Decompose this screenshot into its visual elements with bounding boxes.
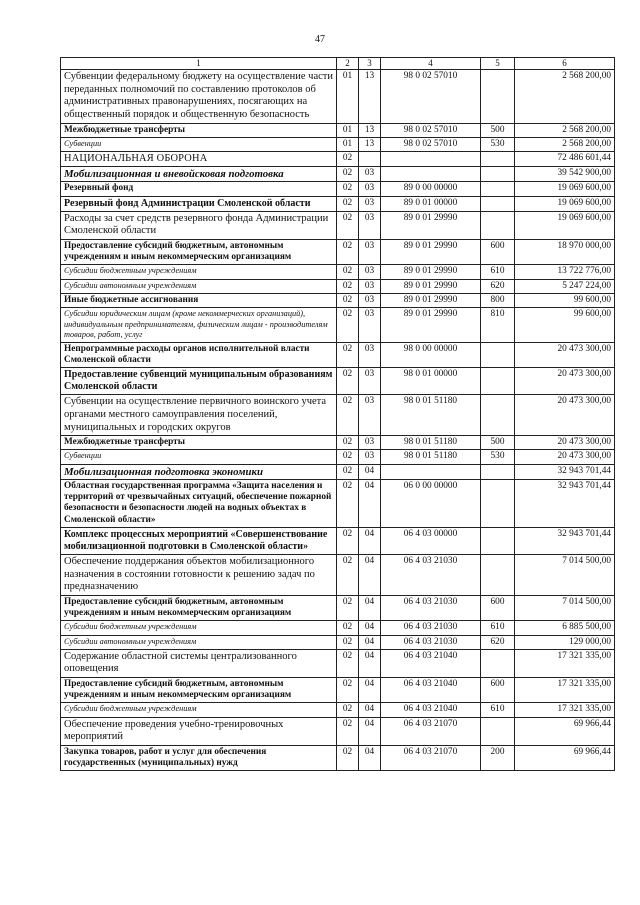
- table-row: [61, 279, 615, 293]
- expense-type-cell: [481, 70, 515, 123]
- expense-type-cell: 620: [481, 635, 515, 649]
- amount-cell: 20 473 300,00: [515, 395, 615, 436]
- target-article-cell: 89 0 01 29990: [381, 308, 481, 343]
- table-row: [61, 265, 615, 279]
- row-name-cell: Резервный фонд Администрации Смоленской области: [61, 196, 337, 211]
- expense-type-cell: [481, 555, 515, 596]
- column-header: 2: [337, 58, 359, 70]
- target-article-cell: 89 0 01 00000: [381, 196, 481, 211]
- expense-type-cell: [481, 166, 515, 181]
- subsection-code-cell: 04: [359, 677, 381, 702]
- table-row: [61, 166, 615, 181]
- amount-cell: 32 943 701,44: [515, 464, 615, 479]
- amount-cell: 32 943 701,44: [515, 527, 615, 554]
- subsection-code-cell: 04: [359, 479, 381, 527]
- row-name-cell: Закупка товаров, работ и услуг для обеспечения государственных (муниципальных) нужд: [61, 745, 337, 770]
- amount-cell: 17 321 335,00: [515, 703, 615, 717]
- table-row: [61, 137, 615, 151]
- table-row: [61, 123, 615, 137]
- subsection-code-cell: 04: [359, 621, 381, 635]
- section-code-cell: 01: [337, 123, 359, 137]
- target-article-cell: 06 4 03 21030: [381, 595, 481, 620]
- expense-type-cell: [481, 151, 515, 166]
- table-row: [61, 464, 615, 479]
- section-code-cell: 02: [337, 677, 359, 702]
- target-article-cell: [381, 151, 481, 166]
- expense-type-cell: 530: [481, 137, 515, 151]
- column-header: 5: [481, 58, 515, 70]
- amount-cell: 20 473 300,00: [515, 450, 615, 464]
- row-name-cell: Субвенции на осуществление первичного воинского учета органами местного самоуправления поселений, муниципальных и городских округов: [61, 395, 337, 436]
- table-row: [61, 450, 615, 464]
- budget-table: [60, 57, 615, 771]
- subsection-code-cell: 03: [359, 395, 381, 436]
- table-row: [61, 70, 615, 123]
- section-code-cell: 02: [337, 527, 359, 554]
- expense-type-cell: 610: [481, 621, 515, 635]
- expense-type-cell: 610: [481, 265, 515, 279]
- expense-type-cell: 530: [481, 450, 515, 464]
- subsection-code-cell: 03: [359, 196, 381, 211]
- subsection-code-cell: 03: [359, 182, 381, 196]
- expense-type-cell: [481, 367, 515, 394]
- target-article-cell: 98 0 02 57010: [381, 70, 481, 123]
- amount-cell: 99 600,00: [515, 293, 615, 307]
- section-code-cell: 02: [337, 595, 359, 620]
- expense-type-cell: 600: [481, 677, 515, 702]
- target-article-cell: 98 0 02 57010: [381, 123, 481, 137]
- section-code-cell: 02: [337, 279, 359, 293]
- table-row: [61, 436, 615, 450]
- subsection-code-cell: 13: [359, 137, 381, 151]
- row-name-cell: Обеспечение проведения учебно-тренировочных мероприятий: [61, 717, 337, 745]
- section-code-cell: 02: [337, 196, 359, 211]
- target-article-cell: 98 0 01 00000: [381, 367, 481, 394]
- expense-type-cell: 810: [481, 308, 515, 343]
- table-header-row: [61, 58, 615, 70]
- row-name-cell: Комплекс процессных мероприятий «Совершенствование мобилизационной подготовки в Смоленской области»: [61, 527, 337, 554]
- table-row: [61, 308, 615, 343]
- section-code-cell: 02: [337, 293, 359, 307]
- row-name-cell: Субсидии автономным учреждениям: [61, 279, 337, 293]
- row-name-cell: Непрограммные расходы органов исполнительной власти Смоленской области: [61, 342, 337, 367]
- amount-cell: 2 568 200,00: [515, 70, 615, 123]
- row-name-cell: Иные бюджетные ассигнования: [61, 293, 337, 307]
- amount-cell: 6 885 500,00: [515, 621, 615, 635]
- row-name-cell: Субсидии бюджетным учреждениям: [61, 621, 337, 635]
- section-code-cell: 02: [337, 450, 359, 464]
- amount-cell: 19 069 600,00: [515, 211, 615, 239]
- amount-cell: 20 473 300,00: [515, 367, 615, 394]
- row-name-cell: Предоставление субсидий бюджетным, автономным учреждениям и иным некоммерческим организациям: [61, 595, 337, 620]
- section-code-cell: 02: [337, 265, 359, 279]
- section-code-cell: 02: [337, 717, 359, 745]
- subsection-code-cell: 03: [359, 450, 381, 464]
- amount-cell: 7 014 500,00: [515, 595, 615, 620]
- target-article-cell: 06 4 03 21070: [381, 745, 481, 770]
- amount-cell: 17 321 335,00: [515, 649, 615, 677]
- column-header: 3: [359, 58, 381, 70]
- section-code-cell: 02: [337, 182, 359, 196]
- target-article-cell: 06 4 03 21040: [381, 703, 481, 717]
- expense-type-cell: [481, 649, 515, 677]
- target-article-cell: 98 0 01 51180: [381, 436, 481, 450]
- table-row: [61, 635, 615, 649]
- amount-cell: 69 966,44: [515, 745, 615, 770]
- subsection-code-cell: 03: [359, 211, 381, 239]
- subsection-code-cell: 03: [359, 239, 381, 264]
- amount-cell: 2 568 200,00: [515, 123, 615, 137]
- row-name-cell: Межбюджетные трансферты: [61, 123, 337, 137]
- row-name-cell: Содержание областной системы централизованного оповещения: [61, 649, 337, 677]
- table-row: [61, 621, 615, 635]
- amount-cell: 7 014 500,00: [515, 555, 615, 596]
- expense-type-cell: [481, 211, 515, 239]
- table-row: [61, 717, 615, 745]
- amount-cell: 17 321 335,00: [515, 677, 615, 702]
- page-number: 47: [315, 34, 325, 45]
- row-name-cell: Субвенции: [61, 137, 337, 151]
- section-code-cell: 02: [337, 367, 359, 394]
- subsection-code-cell: 03: [359, 166, 381, 181]
- section-code-cell: 02: [337, 239, 359, 264]
- amount-cell: 19 069 600,00: [515, 196, 615, 211]
- row-name-cell: Мобилизационная и вневойсковая подготовка: [61, 166, 337, 181]
- subsection-code-cell: 03: [359, 436, 381, 450]
- amount-cell: 99 600,00: [515, 308, 615, 343]
- expense-type-cell: 800: [481, 293, 515, 307]
- row-name-cell: Предоставление субвенций муниципальным образованиям Смоленской области: [61, 367, 337, 394]
- table-row: [61, 151, 615, 166]
- subsection-code-cell: 03: [359, 367, 381, 394]
- expense-type-cell: [481, 717, 515, 745]
- section-code-cell: 02: [337, 166, 359, 181]
- subsection-code-cell: 03: [359, 265, 381, 279]
- target-article-cell: 06 4 03 21030: [381, 621, 481, 635]
- expense-type-cell: [481, 464, 515, 479]
- section-code-cell: 02: [337, 745, 359, 770]
- subsection-code-cell: 04: [359, 527, 381, 554]
- amount-cell: 32 943 701,44: [515, 479, 615, 527]
- expense-type-cell: 610: [481, 703, 515, 717]
- section-code-cell: 02: [337, 436, 359, 450]
- expense-type-cell: [481, 479, 515, 527]
- section-code-cell: 02: [337, 464, 359, 479]
- row-name-cell: Расходы за счет средств резервного фонда Администрации Смоленской области: [61, 211, 337, 239]
- table-row: [61, 555, 615, 596]
- expense-type-cell: [481, 395, 515, 436]
- subsection-code-cell: 03: [359, 279, 381, 293]
- subsection-code-cell: [359, 151, 381, 166]
- table-row: [61, 745, 615, 770]
- target-article-cell: 89 0 01 29990: [381, 239, 481, 264]
- table-row: [61, 293, 615, 307]
- target-article-cell: 89 0 00 00000: [381, 182, 481, 196]
- row-name-cell: НАЦИОНАЛЬНАЯ ОБОРОНА: [61, 151, 337, 166]
- subsection-code-cell: 03: [359, 308, 381, 343]
- expense-type-cell: 500: [481, 123, 515, 137]
- table-body: [61, 70, 615, 771]
- section-code-cell: 02: [337, 703, 359, 717]
- subsection-code-cell: 04: [359, 745, 381, 770]
- target-article-cell: [381, 464, 481, 479]
- section-code-cell: 02: [337, 649, 359, 677]
- row-name-cell: Областная государственная программа «Защита населения и территорий от чрезвычайных ситуаций, обеспечение пожарной безопасности и безопасности людей на водных объектах в Смоленской области»: [61, 479, 337, 527]
- amount-cell: 18 970 000,00: [515, 239, 615, 264]
- row-name-cell: Субсидии автономным учреждениям: [61, 635, 337, 649]
- expense-type-cell: [481, 182, 515, 196]
- row-name-cell: Субсидии бюджетным учреждениям: [61, 703, 337, 717]
- subsection-code-cell: 04: [359, 555, 381, 596]
- column-header: 4: [381, 58, 481, 70]
- target-article-cell: 06 4 03 00000: [381, 527, 481, 554]
- target-article-cell: 06 4 03 21040: [381, 677, 481, 702]
- target-article-cell: 89 0 01 29990: [381, 265, 481, 279]
- target-article-cell: 98 0 01 51180: [381, 395, 481, 436]
- table-row: [61, 342, 615, 367]
- section-code-cell: 02: [337, 211, 359, 239]
- target-article-cell: 06 4 03 21030: [381, 555, 481, 596]
- row-name-cell: Межбюджетные трансферты: [61, 436, 337, 450]
- row-name-cell: Субсидии юридическим лицам (кроме некоммерческих организаций), индивидуальным предпринимателям, физическим лицам - производителям товаров, работ, услуг: [61, 308, 337, 343]
- subsection-code-cell: 03: [359, 342, 381, 367]
- row-name-cell: Предоставление субсидий бюджетным, автономным учреждениям и иным некоммерческим организациям: [61, 677, 337, 702]
- amount-cell: 39 542 900,00: [515, 166, 615, 181]
- expense-type-cell: 200: [481, 745, 515, 770]
- section-code-cell: 02: [337, 395, 359, 436]
- target-article-cell: 98 0 00 00000: [381, 342, 481, 367]
- expense-type-cell: 500: [481, 436, 515, 450]
- amount-cell: 19 069 600,00: [515, 182, 615, 196]
- amount-cell: 72 486 601,44: [515, 151, 615, 166]
- target-article-cell: 06 4 03 21070: [381, 717, 481, 745]
- row-name-cell: Мобилизационная подготовка экономики: [61, 464, 337, 479]
- expense-type-cell: [481, 196, 515, 211]
- target-article-cell: 06 4 03 21040: [381, 649, 481, 677]
- table-row: [61, 649, 615, 677]
- amount-cell: 13 722 776,00: [515, 265, 615, 279]
- table-row: [61, 196, 615, 211]
- subsection-code-cell: 04: [359, 717, 381, 745]
- section-code-cell: 02: [337, 308, 359, 343]
- target-article-cell: 06 0 00 00000: [381, 479, 481, 527]
- subsection-code-cell: 04: [359, 703, 381, 717]
- subsection-code-cell: 13: [359, 123, 381, 137]
- table-row: [61, 367, 615, 394]
- section-code-cell: 02: [337, 621, 359, 635]
- table-row: [61, 395, 615, 436]
- expense-type-cell: 620: [481, 279, 515, 293]
- subsection-code-cell: 13: [359, 70, 381, 123]
- subsection-code-cell: 04: [359, 464, 381, 479]
- amount-cell: 2 568 200,00: [515, 137, 615, 151]
- target-article-cell: 06 4 03 21030: [381, 635, 481, 649]
- amount-cell: 5 247 224,00: [515, 279, 615, 293]
- subsection-code-cell: 04: [359, 649, 381, 677]
- table-row: [61, 182, 615, 196]
- row-name-cell: Обеспечение поддержания объектов мобилизационного назначения в состоянии готовности к решению задач по предназначению: [61, 555, 337, 596]
- row-name-cell: Субвенции: [61, 450, 337, 464]
- amount-cell: 129 000,00: [515, 635, 615, 649]
- expense-type-cell: 600: [481, 595, 515, 620]
- subsection-code-cell: 04: [359, 595, 381, 620]
- target-article-cell: 89 0 01 29990: [381, 211, 481, 239]
- section-code-cell: 01: [337, 70, 359, 123]
- table-row: [61, 595, 615, 620]
- subsection-code-cell: 04: [359, 635, 381, 649]
- table-row: [61, 677, 615, 702]
- amount-cell: 20 473 300,00: [515, 342, 615, 367]
- amount-cell: 69 966,44: [515, 717, 615, 745]
- column-header: 6: [515, 58, 615, 70]
- row-name-cell: Резервный фонд: [61, 182, 337, 196]
- section-code-cell: 02: [337, 151, 359, 166]
- table-row: [61, 211, 615, 239]
- expense-type-cell: [481, 342, 515, 367]
- section-code-cell: 02: [337, 342, 359, 367]
- table-row: [61, 703, 615, 717]
- table-row: [61, 527, 615, 554]
- section-code-cell: 02: [337, 479, 359, 527]
- target-article-cell: 89 0 01 29990: [381, 279, 481, 293]
- target-article-cell: 89 0 01 29990: [381, 293, 481, 307]
- column-header: 1: [61, 58, 337, 70]
- section-code-cell: 01: [337, 137, 359, 151]
- subsection-code-cell: 03: [359, 293, 381, 307]
- row-name-cell: Субсидии бюджетным учреждениям: [61, 265, 337, 279]
- amount-cell: 20 473 300,00: [515, 436, 615, 450]
- table-row: [61, 239, 615, 264]
- expense-type-cell: 600: [481, 239, 515, 264]
- target-article-cell: [381, 166, 481, 181]
- target-article-cell: 98 0 02 57010: [381, 137, 481, 151]
- section-code-cell: 02: [337, 555, 359, 596]
- target-article-cell: 98 0 01 51180: [381, 450, 481, 464]
- row-name-cell: Субвенции федеральному бюджету на осуществление части переданных полномочий по составлению протоколов об административных правонарушениях, посягающих на общественный порядок и общественную безопасность: [61, 70, 337, 123]
- expense-type-cell: [481, 527, 515, 554]
- table-row: [61, 479, 615, 527]
- section-code-cell: 02: [337, 635, 359, 649]
- row-name-cell: Предоставление субсидий бюджетным, автономным учреждениям и иным некоммерческим организациям: [61, 239, 337, 264]
